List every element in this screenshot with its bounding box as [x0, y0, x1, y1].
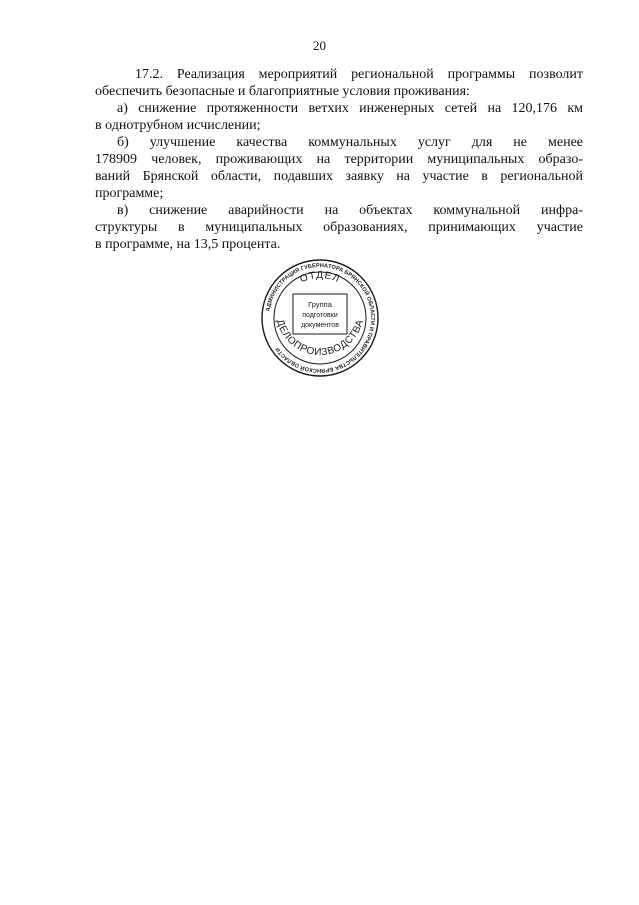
page-number: 20 — [313, 38, 326, 53]
item-b-line-4: программе; — [95, 186, 164, 201]
paragraph-intro — [95, 66, 583, 100]
stamp-center-line-1: Группа — [308, 300, 332, 309]
list-item-v — [95, 202, 583, 253]
official-stamp — [255, 259, 385, 377]
stamp-outer-ring-text: АДМИНИСТРАЦИЯ ГУБЕРНАТОРА БРЯНСКОЙ ОБЛАСТИ И ПРАВИТЕЛЬСТВА БРЯНСКОЙ ОБЛАСТИ — [265, 262, 376, 374]
item-a-line-2: в однотрубном исчислении; — [95, 118, 261, 133]
paragraph-intro-line-2: обеспечить безопасные и благоприятные условия проживания: — [95, 84, 470, 99]
stamp-center-line-2: подготовки — [302, 312, 338, 319]
item-b-line-2: 178909 человек, проживающих на территории муниципальных образо- — [95, 152, 583, 167]
stamp-center-line-3: документов — [301, 322, 339, 329]
item-a-line-1: а) снижение протяженности ветхих инженерных сетей на 120,176 км — [117, 101, 583, 116]
item-v-line-2: структуры в муниципальных образованиях, принимающих участие — [95, 220, 583, 235]
list-item-b — [95, 134, 583, 202]
list-item-a — [95, 100, 583, 134]
item-v-line-1: в) снижение аварийности на объектах коммунальной инфра- — [117, 203, 583, 218]
item-b-line-3: ваний Брянской области, подавших заявку на участие в региональной — [95, 169, 583, 184]
paragraph-intro-line-1: 17.2. Реализация мероприятий региональной программы позволит — [135, 67, 583, 82]
stamp-inner-bottom-text: ДЕЛОПРОИЗВОДСТВА — [274, 318, 366, 359]
item-v-line-3: в программе, на 13,5 процента. — [95, 237, 281, 252]
document-body — [95, 66, 583, 253]
item-b-line-1: б) улучшение качества коммунальных услуг для не менее — [117, 135, 583, 150]
stamp-inner-top-text: ОТДЕЛ — [298, 269, 342, 286]
